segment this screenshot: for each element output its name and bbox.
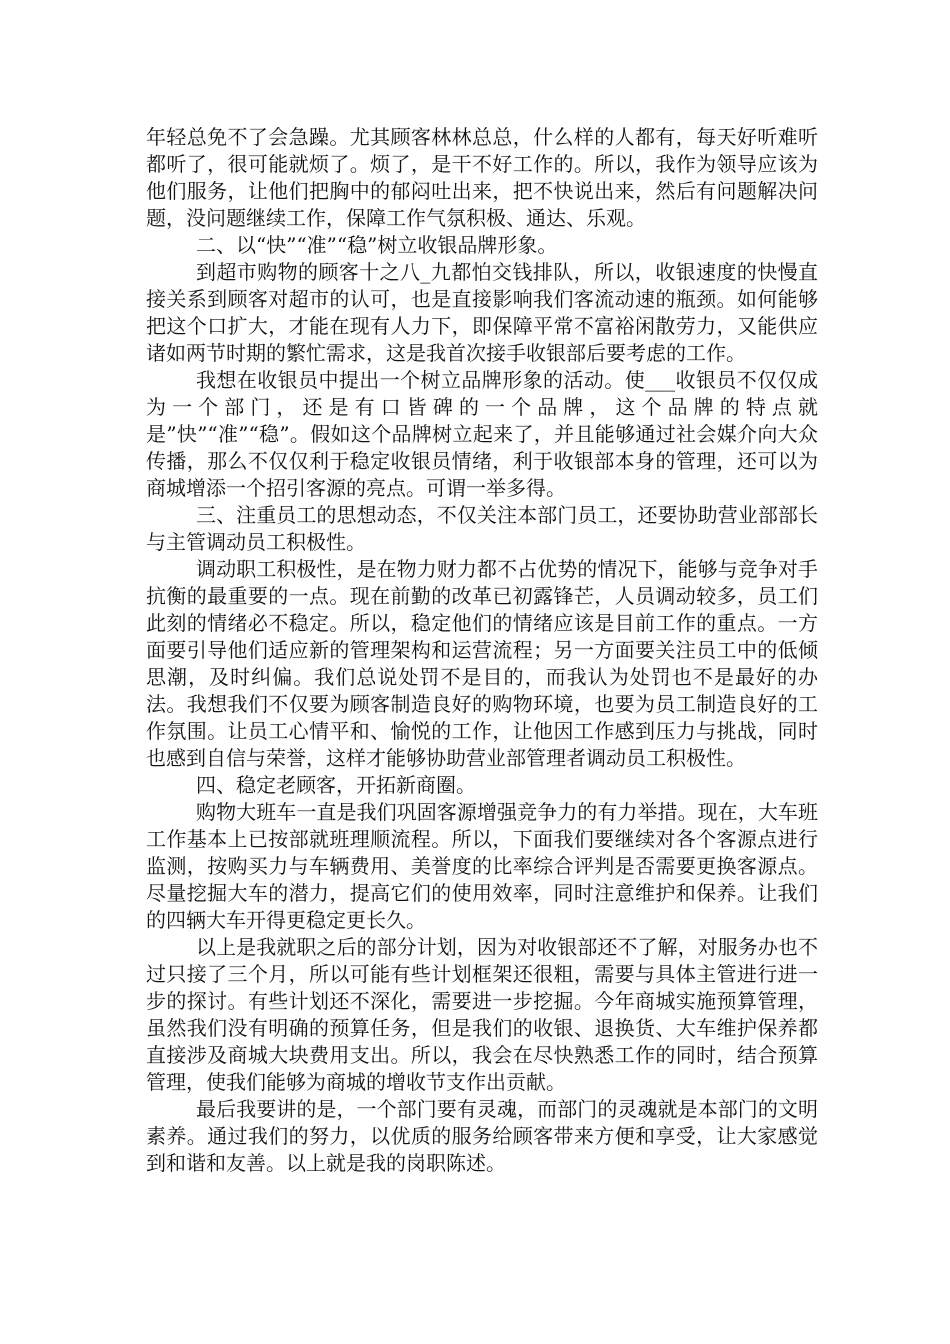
- paragraph: 到超市购物的顾客十之八_九都怕交钱排队，所以，收银速度的快慢直接关系到顾客对超市的认可，也是直接影响我们客流动速的瓶颈。如何能够把这个口扩大，才能在现有人力下，即保障平常不富裕闲散劳力，又能供应诸如两节时期的繁忙需求，这是我首次接手收银部后要考虑的工作。: [146, 260, 818, 365]
- paragraph: 以上是我就职之后的部分计划，因为对收银部还不了解，对服务办也不过只接了三个月，所以可能有些计划框架还很粗，需要与具体主管进行进一步的探讨。有些计划还不深化，需要进一步挖掘。今年商城实施预算管理，虽然我们没有明确的预算任务，但是我们的收银、退换货、大车维护保养都直接涉及商城大块费用支出。所以，我会在尽快熟悉工作的同时，结合预算管理，使我们能够为商城的增收节支作出贡献。: [146, 935, 818, 1094]
- document-body: [146, 124, 818, 1177]
- paragraph: 调动职工积极性，是在物力财力都不占优势的情况下，能够与竞争对手抗衡的最重要的一点。现在前勤的改革已初露锋芒，人员调动较多，员工们此刻的情绪必不稳定。所以，稳定他们的情绪应该是目前工作的重点。一方面要引导他们适应新的管理架构和运营流程；另一方面要关注员工中的低倾思潮，及时纠偏。我们总说处罚不是目的，而我认为处罚也不是最好的办法。我想我们不仅要为顾客制造良好的购物环境，也要为员工制造良好的工作氛围。让员工心情平和、愉悦的工作，让他因工作感到压力与挑战，同时也感到自信与荣誉，这样才能够协助营业部管理者调动员工积极性。: [146, 557, 818, 770]
- paragraph-closing: 最后我要讲的是，一个部门要有灵魂，而部门的灵魂就是本部门的文明素养。通过我们的努力，以优质的服务给顾客带来方便和享受，让大家感觉到和谐和友善。以上就是我的岗职陈述。: [146, 1097, 818, 1175]
- section-heading-3: 三、注重员工的思想动态，不仅关注本部门员工，还要协助营业部部长与主管调动员工积极性。: [146, 503, 818, 554]
- paragraph: 我想在收银员中提出一个树立品牌形象的活动。使___收银员不仅仅成为一个部门，还是有口皆碑的一个品牌，这个品牌的特点就是”快”“准”“稳”。假如这个品牌树立起来了，并且能够通过社会媒介向大众传播，那么不仅仅利于稳定收银员情绪，利于收银部本身的管理，还可以为商城增添一个招引客源的亮点。可谓一举多得。: [146, 368, 818, 500]
- paragraph: 购物大班车一直是我们巩固客源增强竞争力的有力举措。现在，大车班工作基本上已按部就班理顺流程。所以，下面我们要继续对各个客源点进行监测，按购买力与车辆费用、美誉度的比率综合评判是否需要更换客源点。尽量挖掘大车的潜力，提高它们的使用效率，同时注意维护和保养。让我们的四辆大车开得更稳定更长久。: [146, 800, 818, 932]
- section-heading-2: 二、以“快”“准”“稳”树立收银品牌形象。: [196, 233, 558, 257]
- section-heading-4: 四、稳定老顾客，开拓新商圈。: [196, 773, 476, 797]
- paragraph-intro: 年轻总免不了会急躁。尤其顾客林林总总，什么样的人都有，每天好听难听都听了，很可能就烦了。烦了，是干不好工作的。所以，我作为领导应该为他们服务，让他们把胸中的郁闷吐出来，把不快说出来，然后有问题解决问题，没问题继续工作，保障工作气氛积极、通达、乐观。: [146, 125, 818, 230]
